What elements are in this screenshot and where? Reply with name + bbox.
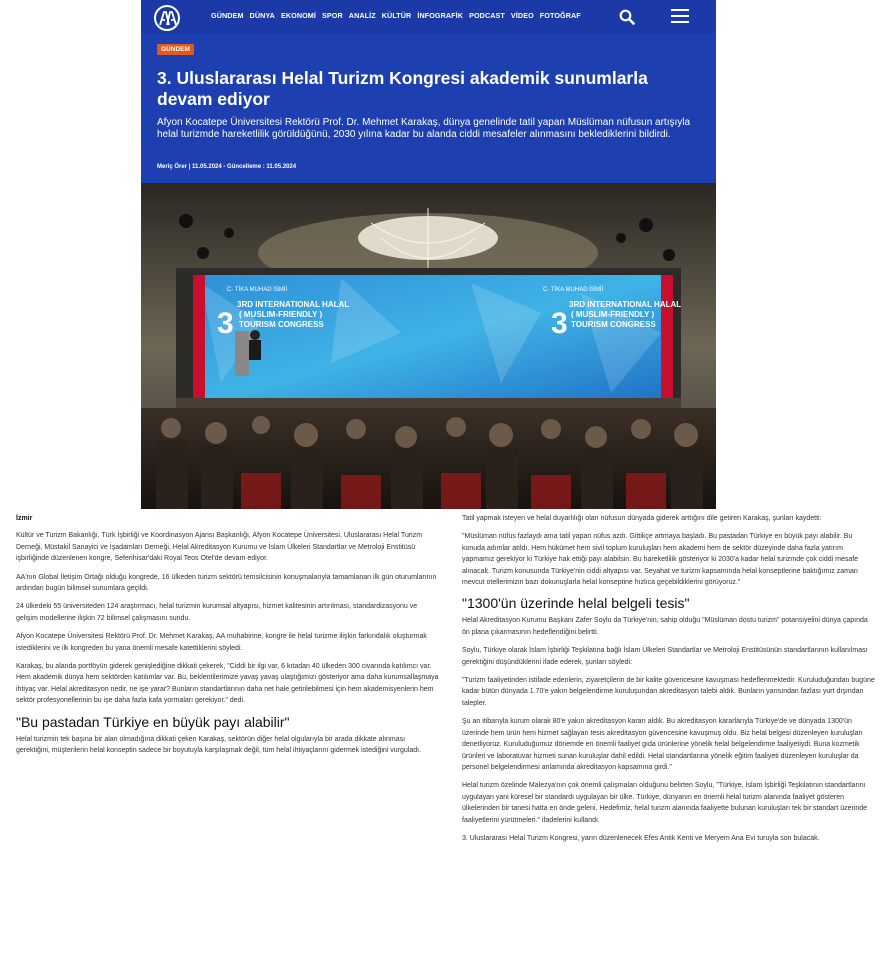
nav-item-ekonomi[interactable]: EKONOMİ	[280, 11, 316, 20]
nav-item-infografik[interactable]: İNFOGRAFİK	[417, 11, 464, 20]
article-body-right	[462, 513, 876, 851]
nav-item-gundem[interactable]: GÜNDEM	[211, 11, 244, 20]
nav-item-podcast[interactable]: PODCAST	[469, 11, 505, 20]
nav-item-dunya[interactable]: DÜNYA	[249, 11, 275, 20]
banner-right-line1: 3RD INTERNATIONAL HALAL	[569, 300, 682, 309]
top-navigation	[141, 0, 716, 34]
banner-right-line3: TOURISM CONGRESS	[571, 320, 656, 329]
subheading: "1300'ün üzerinde helal belgeli tesis"	[462, 595, 690, 612]
paragraph: Helal turizmin tek başına bir alan olmadığına dikkati çeken Karakaş, sektörün diğer helal olgularıyla bir arada dikkate alınması gerektiğini, müşterilerin helal konseptin sadece bir boyutuyla karşılaşmak değil, tüm helal ihtiyaçlarını gidermek istediğini vurguladı.	[16, 735, 422, 755]
paragraph: Şu an itibarıyla kurum olarak 80'e yakın akreditasyon kararı aldık. Bu akreditasyon kararlarıyla Türkiye'de ve dünyada 1300'ün üzerinde hem ürün hem hizmet sağlayan tesis akreditasyon güvencesine kavuşmuş oldu. Biz helal belgesi düzenleyen kuruluşları denetliyoruz. Kuruluduğumuz dönemde en önemli faaliyet gıda ürünlerine yönelik helal belgelendirme faaliyetiydi. Buna kozmetik ürünleri ve laboratuvar hizmeti sunan kuruluşlar dahil edildi. Helal standartlarına yönelik eğitim faaliyeti düzenleyen kuruluşlar da personel belgelendirmesi anlamında akreditasyon kapsamına girdi."	[462, 718, 863, 771]
menu-icon[interactable]	[671, 9, 689, 25]
paragraph: 3. Uluslararası Helal Turizm Kongresi, yarın düzenlenecek Efes Antik Kenti ve Meryem Ana Evi turuyla son bulacak.	[462, 834, 820, 842]
sponsor-logos-right: C· TİKA MUHAD İSMİİ	[543, 287, 604, 293]
paragraph: "Turizm faaliyetinden istifade edenlerin, ziyaretçilerin de bir kalite güvencesine kavuşması hedeflenmektedir. Kuruluduğundan bugüne kadar bütün dünyada 1.70'e yakın belgelendirme kuruluşundan akreditasyon talebi aldık. Bunların yarısından fazlası yurt dışından talepler.	[462, 677, 875, 707]
paragraph: 24 ülkedeki 55 üniversiteden 124 araştırmacı, helal turizmin kurumsal altyapısı, hizmet kalitesinin artırılması, standardizasyonu ve gelişim modellerine ilişkin 72 bilimsel çalışmasını sundu.	[16, 603, 418, 622]
paragraph: Karakaş, bu alanda portföyün giderek genişlediğine dikkati çekerek, "Ciddi bir ilgi var, 6 kıtadan 40 ülkeden 300 civarında katılımcı var. Hem akademik dünya hem sektörden katılımlar var. Bu, beklentilerimize yavaş yavaş ulaştığımızı gösteriyor ama daha kurumsallaşmaya ihtiyaç var. Helal akreditasyon nedir, ne işe yarar? Bunların standartlarının daha net hale getirilebilmesi için hem akademisyenlerin hem sektör profesyonellerinin bu işe daha fazla kafa yormaları gerekiyor." dedi.	[16, 663, 439, 705]
svg-text:3: 3	[551, 307, 568, 340]
banner-left-line1: 3RD INTERNATIONAL HALAL	[237, 300, 350, 309]
banner-right-line2: ( MUSLIM-FRIENDLY )	[571, 310, 655, 319]
article-summary: Afyon Kocatepe Üniversitesi Rektörü Prof. Dr. Mehmet Karakaş, dünya genelinde tatil yapan Müslüman nüfusun artışıyla helal turizmde hareketlilik görüldüğünü, 2030 yılına kadar bu alanda ciddi mesafeler alınmasını beklediklerini bildirdi.	[157, 117, 691, 140]
paragraph: Helal turizm özelinde Malezya'nın çok önemli çalışmaları olduğunu belirten Soylu, "Türkiye, İslam İşbirliği Teşkilatının standartlarını uygulayan yani küresel bir standardı uygulayan bir ülke. Türkiye, dünyanın en önemli helal turizm alanında faaliyet gösteren ülkelerinden bir tanesi hatta en önde geleni. Hedefimiz, helal turizm alanında faaliyette bulunan kuruluşları tek bir standart üzerinde faaliyetlerini yürütmeleri." ifadelerini kullandı.	[462, 782, 868, 824]
paragraph: "Müslüman nüfus fazlaydı ama tatil yapan nüfus azdı. Gittikçe artmaya başladı. Bu pastadan Türkiye en büyük payı alabilir. Bu konuda adımlar atıldı. Hem hükümet hem sivil toplum kuruluşları hem akademi hem de sektör düzeyinde daha fazla yatırım yapmamız gerekiyor ki Türkiye hak ettiği payı alabilsin. Bu hareketlilik gösteriyor ki 2030'a kadar helal turizmde çok ciddi mesafe alınacak. Turizm konusunda Türkiye'nin ciddi altyapısı var. Seyahat ve turizm kapsamında helal konseptlerine baktığımız zaman mevcut otellerimizin bazı dokunuşlarla helal konseptine hızlıca geçebildiklerini görüyoruz."	[462, 533, 859, 587]
nav-item-analiz[interactable]: ANALİZ	[348, 11, 376, 20]
article-byline: Meriç Örer | 11.05.2024 - Güncelleme : 11.05.2024	[157, 164, 297, 170]
search-icon[interactable]	[619, 9, 635, 25]
article-photo	[141, 183, 716, 509]
paragraph: AA'nın Global İletişim Ortağı olduğu kongrede, 16 ülkeden turizm sektörü temsilcisinin konuşmalarıyla tamamlanan ilk gün oturumlarının ardından bugün bilimsel sunumlara geçildi.	[16, 573, 437, 593]
congress-photo	[141, 183, 716, 509]
dateline-city: İzmir	[16, 515, 33, 522]
article-title: 3. Uluslararası Helal Turizm Kongresi akademik sunumlarla devam ediyor	[157, 68, 648, 109]
nav-item-fotograf[interactable]: FOTOĞRAF	[539, 11, 581, 20]
paragraph: Tatil yapmak isteyen ve helal duyarlılığı olan nüfusun dünyada giderek arttığını dile getiren Karakaş, şunları kaydetti:	[462, 515, 822, 522]
category-badge[interactable]: GÜNDEM	[157, 44, 194, 55]
svg-text:3: 3	[217, 307, 234, 340]
article-body-left	[16, 513, 440, 764]
main-nav	[211, 11, 581, 20]
banner-left-line3: TOURISM CONGRESS	[239, 320, 324, 329]
nav-item-spor[interactable]: SPOR	[322, 11, 343, 20]
paragraph: Helal Akreditasyon Kurumu Başkanı Zafer Soylu da Türkiye'nin, sahip olduğu "Müslüman dostu turizm" potansiyelini dünya çapında ön plana çıkarmasının hedeflendiğini belirtti.	[462, 617, 868, 636]
nav-item-kultur[interactable]: KÜLTÜR	[381, 11, 412, 20]
paragraph: Kültür ve Turizm Bakanlığı, Türk İşbirliği ve Koordinasyon Ajansı Başkanlığı, Afyon Kocatepe Üniversitesi, Uluslararası Helal Turizm Derneği, Müstakil Sanayici ve İşadamları Derneği, Helal Akreditasyon Kurumu ve İslam Ülkeleri Standartlar ve Metroloji Enstitüsü işbirliğinde düzenlenen kongre, Seferihisar'daki Royal Teos Otel'de devam ediyor.	[16, 532, 423, 563]
aa-logo-icon[interactable]	[153, 5, 181, 31]
banner-left-line2: ( MUSLIM-FRIENDLY )	[239, 310, 323, 319]
article-header	[141, 0, 716, 183]
subheading: "Bu pastadan Türkiye en büyük payı alabilir"	[16, 713, 290, 730]
paragraph: Afyon Kocatepe Üniversitesi Rektörü Prof. Dr. Mehmet Karakaş, AA muhabirine, kongre ile helal turizme ilişkin farkındalık oluşturmak istediklerini ve ilk kongreden bu yana önemli mesafe katettiklerini söyledi.	[16, 633, 427, 652]
nav-item-video[interactable]: VİDEO	[510, 11, 534, 20]
sponsor-logos-left: C· TİKA MUHAD İSMİİ	[227, 287, 288, 293]
paragraph: Soylu, Türkiye olarak İslam İşbirliği Teşkilatına bağlı İslam Ülkeleri Standartlar ve Metroloji Enstitüsünün standartlarının kullanılması gerektiğini düşündüklerini ifade ederek, şunları söyledi:	[462, 647, 868, 666]
